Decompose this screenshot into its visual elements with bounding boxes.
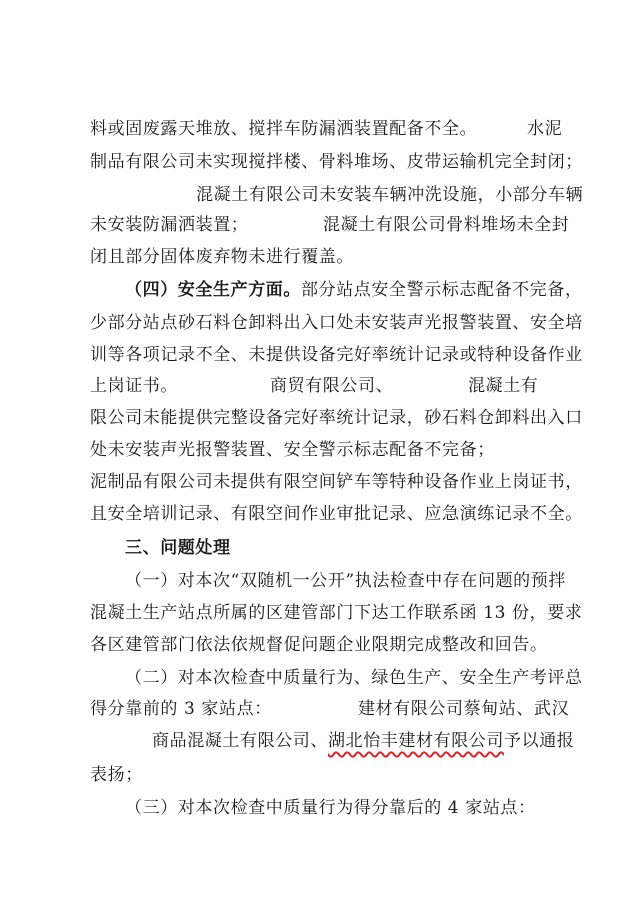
item2-line3b-text: 予以通报	[504, 731, 575, 751]
section4-rest: 部分站点安全警示标志配备不完备，	[301, 280, 583, 300]
text-line-5	[90, 247, 354, 267]
text-line-3	[196, 185, 583, 205]
text-line-13	[90, 472, 583, 492]
text-line-4b	[323, 215, 569, 235]
item1-line3	[90, 635, 548, 655]
section4-heading: （四）安全生产方面。	[125, 280, 301, 300]
line11-text: 限公司未能提供完整设备完好率统计记录，砂石料仓卸料出入口	[90, 408, 583, 428]
line1-tail-text: 水泥	[527, 119, 563, 139]
section4-line	[125, 280, 583, 300]
section3-heading-text: 三、问题处理	[125, 538, 231, 558]
item1-line2-text: 混凝土生产站点所属的区建管部门下达工作联系函 13 份，要求	[90, 603, 583, 623]
text-line-1-tail	[527, 119, 562, 139]
item1-line3-text: 各区建管部门依法依规督促问题企业限期完成整改和回告。	[90, 635, 548, 655]
line8-text: 训等各项记录不全、未提供设备完好率统计记录或特种设备作业	[90, 345, 583, 365]
line10b-text: 混凝土有	[468, 376, 539, 396]
text-line-7	[90, 313, 583, 333]
item2-line2a	[90, 699, 272, 719]
section3-heading	[125, 538, 231, 558]
item1-line1-text: （一）对本次“双随机一公开”执法检查中存在问题的预拌	[125, 571, 566, 591]
item2-line3a-text: 商品混凝土有限公司、	[152, 731, 328, 751]
spellcheck-underlined-company: 湖北怡丰建材有限公司	[328, 731, 504, 751]
text-line-10b	[468, 376, 538, 396]
text-line-4a	[90, 215, 248, 235]
line9-text: 上岗证书。	[90, 376, 178, 396]
text-line-14	[90, 504, 583, 524]
text-line-9	[90, 376, 178, 396]
line2-text: 制品有限公司未实现搅拌楼、骨料堆场、皮带运输机完全封闭；	[90, 152, 583, 172]
text-line-11	[90, 408, 583, 428]
line14-text: 且安全培训记录、有限空间作业审批记录、应急演练记录不全。	[90, 504, 583, 524]
line3-text: 混凝土有限公司未安装车辆冲洗设施，小部分车辆	[196, 185, 584, 205]
line4b-text: 混凝土有限公司骨料堆场未全封	[323, 215, 570, 235]
item1-line1	[125, 571, 566, 591]
item2-line2b-text: 建材有限公司蔡甸站、武汉	[358, 699, 570, 719]
line12-text: 处未安装声光报警装置、安全警示标志配备不完备；	[90, 440, 495, 460]
text-line-2	[90, 152, 583, 172]
line7-text: 少部分站点砂石料仓卸料出入口处未安装声光报警装置、安全培	[90, 313, 583, 333]
item1-line2	[90, 603, 582, 623]
item3-line1	[125, 798, 536, 818]
text-line-1	[90, 119, 477, 139]
item2-line1-text: （二）对本次检查中质量行为、绿色生产、安全生产考评总	[125, 668, 583, 688]
item2-line2a-text: 得分靠前的 3 家站点：	[90, 699, 272, 719]
line13-text: 泥制品有限公司未提供有限空间铲车等特种设备作业上岗证书，	[90, 472, 583, 492]
item2-line4	[90, 765, 143, 785]
item2-line4-text: 表扬；	[90, 765, 143, 785]
line10a-text: 商贸有限公司、	[270, 376, 394, 396]
item2-line1	[125, 668, 583, 688]
text-line-10a	[270, 376, 393, 396]
line5-text: 闭且部分固体废弃物未进行覆盖。	[90, 247, 354, 267]
item2-line3	[152, 731, 574, 751]
text-line-8	[90, 345, 583, 365]
line4a-text: 未安装防漏洒装置；	[90, 215, 249, 235]
item2-line2b	[358, 699, 569, 719]
text-line-12	[90, 440, 495, 460]
item3-line1-text: （三）对本次检查中质量行为得分靠后的 4 家站点：	[125, 798, 536, 818]
line1-text: 料或固废露天堆放、搅拌车防漏洒装置配备不全。	[90, 119, 478, 139]
